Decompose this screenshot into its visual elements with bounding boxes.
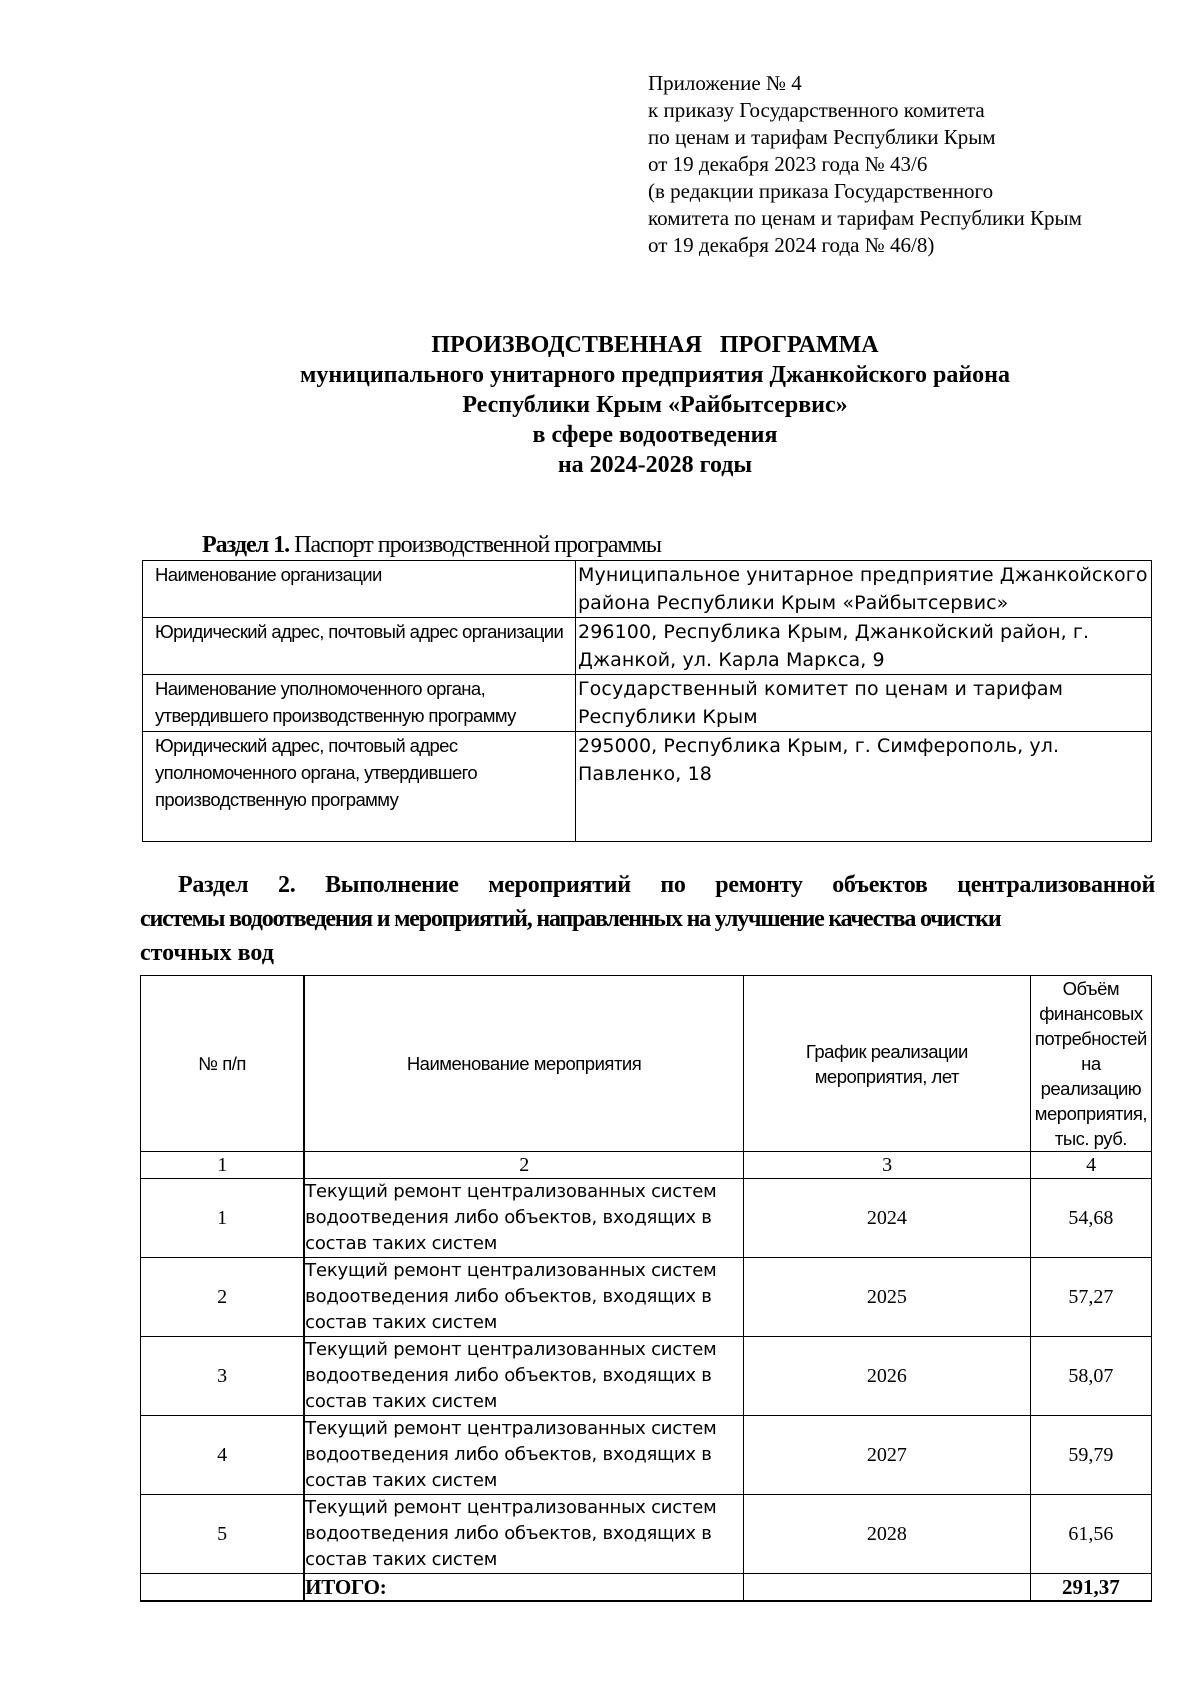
total-label: ИТОГО: [304,1574,743,1602]
table-row [141,1179,1152,1258]
row-year: 2028 [743,1495,1030,1574]
col-number: 2 [304,1152,743,1179]
col-header-name: Наименование мероприятия [304,976,743,1152]
row-amount: 54,68 [1030,1179,1151,1258]
passport-row [143,561,1152,618]
header-row [141,976,1152,1152]
section2-heading-line: системы водоотведения и мероприятий, направленных на улучшение качества очистки [140,906,1001,932]
row-amount: 57,27 [1030,1258,1151,1337]
row-year: 2025 [743,1258,1030,1337]
section2-heading-line: Раздел 2. Выполнение мероприятий по ремонту объектов централизованной [178,872,1155,898]
row-number: 2 [141,1258,305,1337]
passport-table [142,560,1152,842]
passport-label: Наименование уполномоченного органа, утвердившего производственную программу [143,675,576,732]
row-name: Текущий ремонт централизованных систем водоотведения либо объектов, входящих в состав таких систем [304,1258,743,1337]
passport-row [143,675,1152,732]
table-row [141,1337,1152,1416]
col-header-number: № п/п [141,976,305,1152]
passport-label: Юридический адрес, почтовый адрес организации [143,618,576,675]
col-header-amount: Объём финансовых потребностей на реализацию мероприятия, тыс. руб. [1030,976,1151,1152]
row-name: Текущий ремонт централизованных систем водоотведения либо объектов, входящих в состав таких систем [304,1495,743,1574]
col-number: 4 [1030,1152,1151,1179]
column-number-row [141,1152,1152,1179]
row-name: Текущий ремонт централизованных систем водоотведения либо объектов, входящих в состав таких систем [304,1337,743,1416]
passport-label: Юридический адрес, почтовый адрес уполномоченного органа, утвердившего производственную программу [143,732,576,842]
row-amount: 61,56 [1030,1495,1151,1574]
total-amount: 291,37 [1030,1574,1151,1602]
title-line: ПРОИЗВОДСТВЕННАЯ ПРОГРАММА [431,332,879,358]
passport-value: Государственный комитет по ценам и тарифам Республики Крым [576,675,1152,732]
appendix-line: Приложение № 4 [648,71,802,95]
appendix-line: от 19 декабря 2023 года № 43/6 [648,152,928,176]
section2-heading [140,868,1155,970]
appendix-line: от 19 декабря 2024 года № 46/8) [648,233,935,257]
section1-title: Паспорт производственной программы [289,532,662,558]
total-row [141,1574,1152,1602]
row-year: 2026 [743,1337,1030,1416]
row-number: 1 [141,1179,305,1258]
passport-value: 296100, Республика Крым, Джанкойский район, г. Джанкой, ул. Карла Маркса, 9 [576,618,1152,675]
row-name: Текущий ремонт централизованных систем водоотведения либо объектов, входящих в состав таких систем [304,1179,743,1258]
section1-heading [202,532,661,559]
row-amount: 58,07 [1030,1337,1151,1416]
title-line: Республики Крым «Райбытсервис» [462,392,848,418]
title-line: в сфере водоотведения [532,422,778,448]
row-number: 5 [141,1495,305,1574]
appendix-line: (в редакции приказа Государственного [648,179,994,203]
total-empty-cell [141,1574,305,1602]
appendix-line: комитета по ценам и тарифам Республики Крым [648,206,1082,230]
table-row [141,1258,1152,1337]
row-year: 2024 [743,1179,1030,1258]
row-year: 2027 [743,1416,1030,1495]
title-line: на 2024-2028 годы [557,452,753,478]
col-header-schedule: График реализации мероприятия, лет [743,976,1030,1152]
passport-value: 295000, Республика Крым, г. Симферополь, ул. Павленко, 18 [576,732,1152,842]
appendix-line: по ценам и тарифам Республики Крым [648,125,996,149]
section2-heading-line: сточных вод [140,940,274,966]
section1-label: Раздел 1. [202,532,290,558]
title-line: муниципального унитарного предприятия Джанкойского района [300,362,1010,388]
appendix-line: к приказу Государственного комитета [648,98,985,122]
total-empty-cell [743,1574,1030,1602]
passport-row [143,732,1152,842]
row-number: 4 [141,1416,305,1495]
row-number: 3 [141,1337,305,1416]
row-amount: 59,79 [1030,1416,1151,1495]
col-number: 1 [141,1152,305,1179]
passport-row [143,618,1152,675]
works-table [140,975,1152,1602]
passport-value: Муниципальное унитарное предприятие Джанкойского района Республики Крым «Райбытсервис» [576,561,1152,618]
appendix-block [648,70,1188,259]
row-name: Текущий ремонт централизованных систем водоотведения либо объектов, входящих в состав таких систем [304,1416,743,1495]
table-row [141,1495,1152,1574]
col-number: 3 [743,1152,1030,1179]
table-row [141,1416,1152,1495]
passport-label: Наименование организации [143,561,576,618]
document-title [140,330,1170,480]
